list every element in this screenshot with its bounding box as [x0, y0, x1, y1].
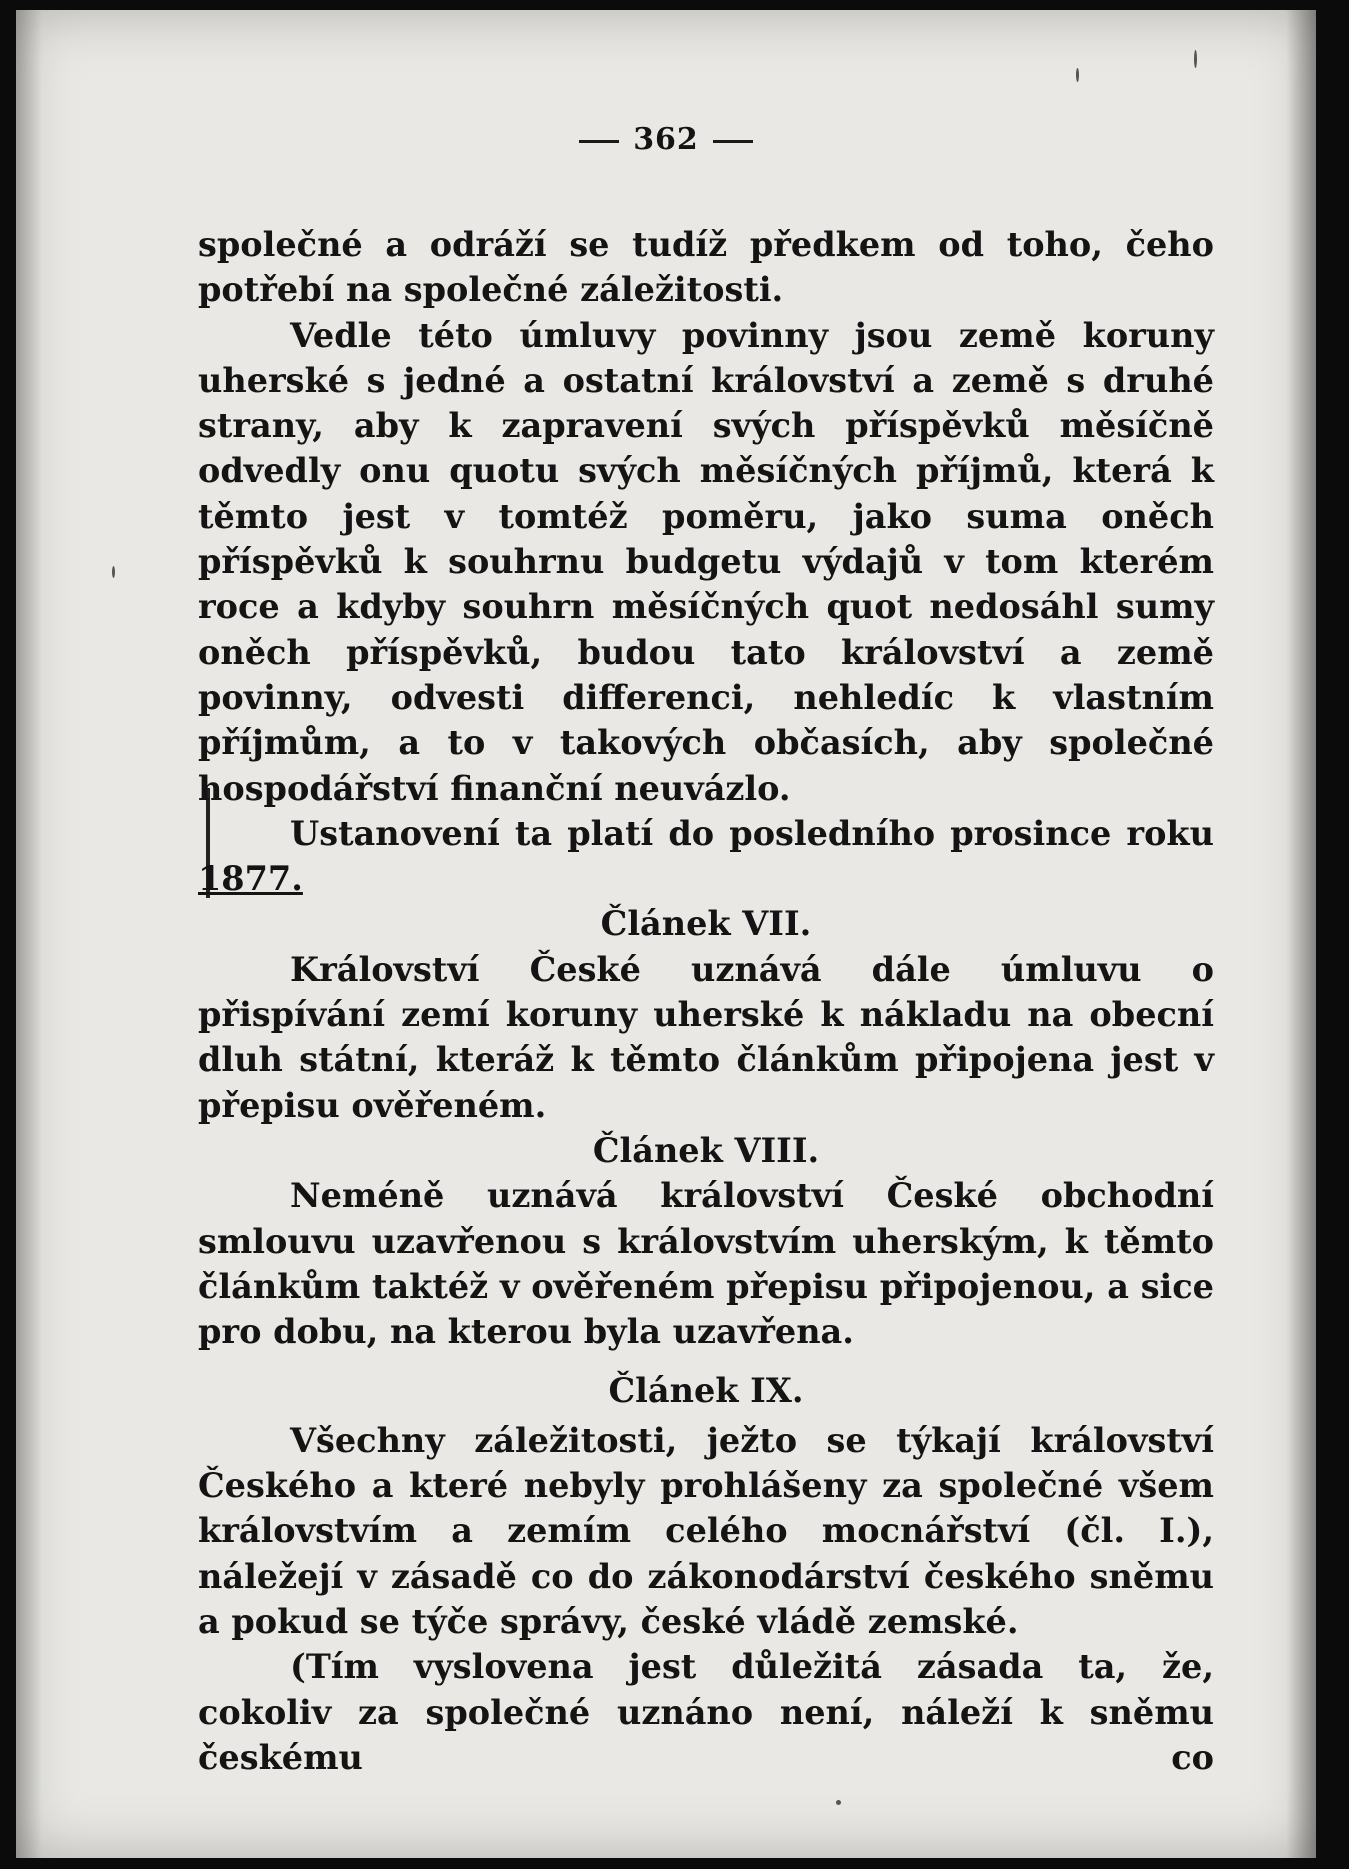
paragraph-validity	[198, 811, 1214, 902]
underlined-year: 1877.	[198, 859, 303, 899]
paragraph-commentary: (Tím vyslovena jest důležitá zásada ta, že, cokoliv za společné uznáno není, náleží k sněmu českému co	[198, 1647, 1214, 1777]
page-number-header	[16, 122, 1316, 157]
body-text	[198, 222, 1214, 1780]
page-number: 362	[633, 122, 699, 157]
paragraph-article-viii: Neméně uznává království České obchodní smlouvu uzavřenou s královstvím uherským, k těmto článkům taktéž v ověřeném přepisu připojenou, a sice pro dobu, na kterou byla uzavřena.	[198, 1176, 1214, 1352]
print-speck	[112, 566, 115, 578]
page-shadow-left	[16, 10, 42, 1858]
page-shadow-right	[1286, 10, 1316, 1858]
book-page	[16, 10, 1316, 1858]
validity-text: Ustanovení ta platí do posledního prosince roku	[290, 813, 1214, 853]
paragraph-quota: Vedle této úmluvy povinny jsou země koruny uherské s jedné a ostatní království a země s druhé strany, aby k zapravení svých příspěvků měsíčně odvedly onu quotu svých měsíčných příjmů, která k těmto jest v tomtéž poměru, jako suma oněch příspěvků k souhrnu budgetu výdajů v tom kterém roce a kdyby souhrn měsíčných quot nedosáhl sumy oněch příspěvků, budou tato království a země povinny, odvesti differenci, nehledíc k vlastním příjmům, a to v takových občasích, aby společné hospodářství finanční neuvázlo.	[198, 315, 1214, 808]
print-speck	[836, 1800, 841, 1805]
paragraph-article-vii: Království České uznává dále úmluvu o přispívání zemí koruny uherské k nákladu na obecní dluh státní, kteráž k těmto článkům připojena jest v přepisu ověřeném.	[198, 949, 1214, 1125]
print-speck	[1194, 50, 1197, 68]
paragraph-continuation: společné a odráží se tudíž předkem od toho, čeho potřebí na společné záležitosti.	[198, 225, 1214, 310]
article-heading-viii: Článek VIII.	[592, 1130, 820, 1170]
dash-left	[579, 140, 619, 143]
dash-right	[713, 140, 753, 143]
print-speck	[1076, 68, 1079, 82]
article-heading-ix: Článek IX.	[608, 1371, 804, 1411]
paragraph-article-ix: Všechny záležitosti, ježto se týkají království Českého a které nebyly prohlášeny za společné všem královstvím a zemím celého mocnářství (čl. I.), náležejí v zásadě co do zákonodárství českého sněmu a pokud se týče správy, české vládě zemské.	[198, 1420, 1214, 1641]
article-heading-vii: Článek VII.	[600, 904, 812, 944]
